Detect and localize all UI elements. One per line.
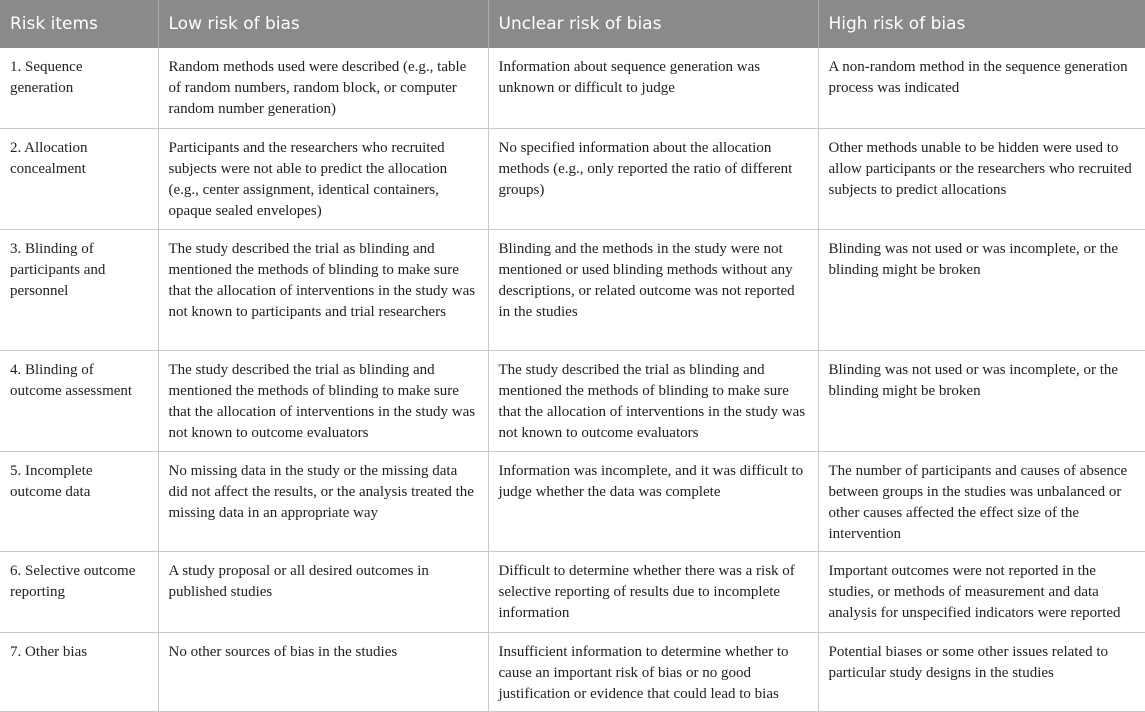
- risk-item-cell: 3. Blinding of participants and personnel: [0, 229, 158, 350]
- table-row: [0, 551, 1145, 632]
- risk-item-cell: 7. Other bias: [0, 632, 158, 711]
- header-row: [0, 0, 1145, 48]
- risk-item-cell: 1. Sequence generation: [0, 48, 158, 128]
- table-row: [0, 632, 1145, 711]
- table-row: [0, 451, 1145, 551]
- low-risk-cell: The study described the trial as blinding and mentioned the methods of blinding to make sure that the allocation of interventions in the study was not known to participants and trial researchers: [158, 229, 488, 350]
- high-risk-cell: A non-random method in the sequence generation process was indicated: [818, 48, 1145, 128]
- unclear-risk-cell: Information about sequence generation was unknown or difficult to judge: [488, 48, 818, 128]
- risk-item-cell: 5. Incomplete outcome data: [0, 451, 158, 551]
- low-risk-cell: Participants and the researchers who recruited subjects were not able to predict the allocation (e.g., center assignment, identical containers, opaque sealed envelopes): [158, 128, 488, 229]
- low-risk-cell: No missing data in the study or the missing data did not affect the results, or the analysis treated the missing data in an appropriate way: [158, 451, 488, 551]
- table-header: [0, 0, 1145, 48]
- table-row: [0, 128, 1145, 229]
- header-low-risk: Low risk of bias: [158, 0, 488, 48]
- risk-item-cell: 2. Allocation concealment: [0, 128, 158, 229]
- table-row: [0, 48, 1145, 128]
- table-row: [0, 350, 1145, 451]
- unclear-risk-cell: Difficult to determine whether there was a risk of selective reporting of results due to incomplete information: [488, 551, 818, 632]
- table-body: [0, 48, 1145, 711]
- table-row: [0, 229, 1145, 350]
- high-risk-cell: Potential biases or some other issues related to particular study designs in the studies: [818, 632, 1145, 711]
- low-risk-cell: Random methods used were described (e.g., table of random numbers, random block, or computer random number generation): [158, 48, 488, 128]
- unclear-risk-cell: Information was incomplete, and it was difficult to judge whether the data was complete: [488, 451, 818, 551]
- unclear-risk-cell: Insufficient information to determine whether to cause an important risk of bias or no good justification or evidence that could lead to bias: [488, 632, 818, 711]
- high-risk-cell: Blinding was not used or was incomplete, or the blinding might be broken: [818, 350, 1145, 451]
- high-risk-cell: Blinding was not used or was incomplete, or the blinding might be broken: [818, 229, 1145, 350]
- header-high-risk: High risk of bias: [818, 0, 1145, 48]
- header-risk-items: Risk items: [0, 0, 158, 48]
- unclear-risk-cell: The study described the trial as blinding and mentioned the methods of blinding to make sure that the allocation of interventions in the study was not known to outcome evaluators: [488, 350, 818, 451]
- unclear-risk-cell: Blinding and the methods in the study were not mentioned or used blinding methods without any descriptions, or related outcome was not reported in the studies: [488, 229, 818, 350]
- low-risk-cell: No other sources of bias in the studies: [158, 632, 488, 711]
- low-risk-cell: A study proposal or all desired outcomes in published studies: [158, 551, 488, 632]
- high-risk-cell: The number of participants and causes of absence between groups in the studies was unbalanced or other causes affected the effect size of the intervention: [818, 451, 1145, 551]
- risk-item-cell: 4. Blinding of outcome assessment: [0, 350, 158, 451]
- header-unclear-risk: Unclear risk of bias: [488, 0, 818, 48]
- high-risk-cell: Other methods unable to be hidden were used to allow participants or the researchers who recruited subjects to predict allocations: [818, 128, 1145, 229]
- low-risk-cell: The study described the trial as blinding and mentioned the methods of blinding to make sure that the allocation of interventions in the study was not known to outcome evaluators: [158, 350, 488, 451]
- high-risk-cell: Important outcomes were not reported in the studies, or methods of measurement and data analysis for unspecified indicators were reported: [818, 551, 1145, 632]
- risk-item-cell: 6. Selective outcome reporting: [0, 551, 158, 632]
- unclear-risk-cell: No specified information about the allocation methods (e.g., only reported the ratio of different groups): [488, 128, 818, 229]
